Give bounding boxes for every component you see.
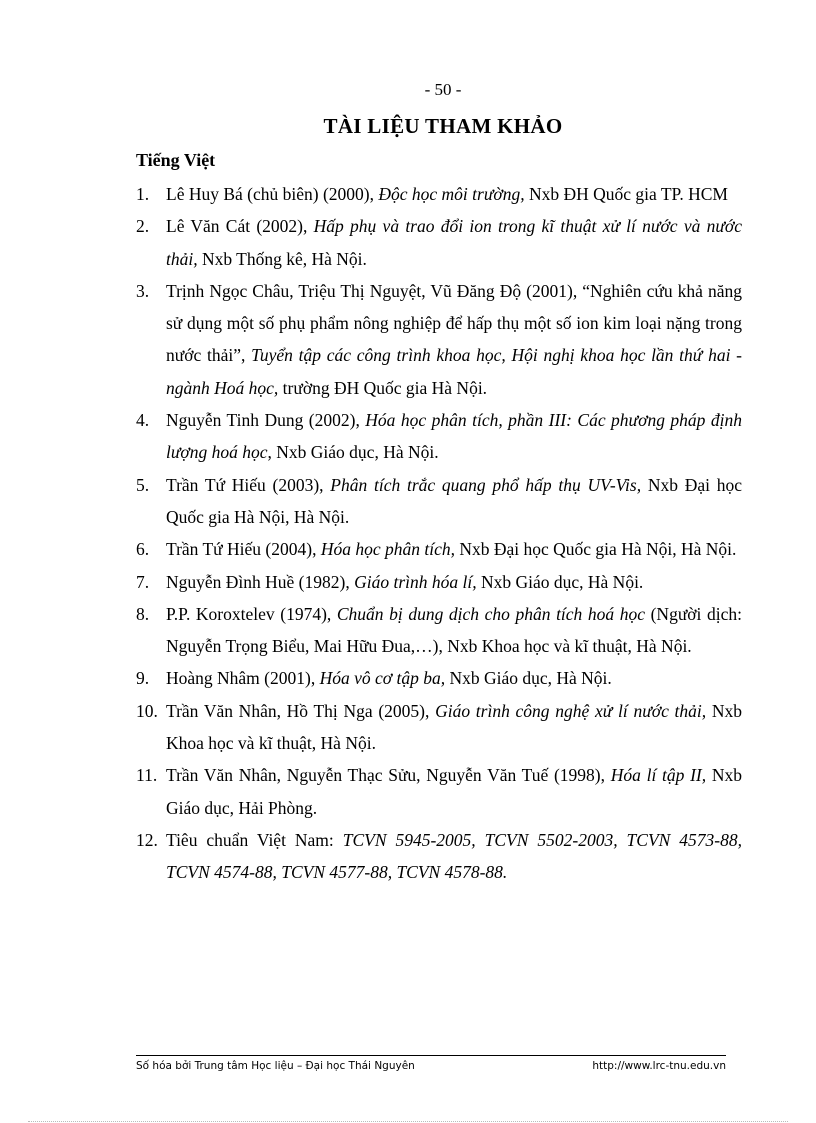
page-edge-divider bbox=[28, 1121, 788, 1122]
footer-source: Số hóa bởi Trung tâm Học liệu – Đại học Thái Nguyên bbox=[136, 1060, 415, 1072]
reference-detail: (Người dịch: Nguyễn Trọng Biểu, Mai Hữu Đua,…), Nxb Khoa học và kĩ thuật, Hà Nội. bbox=[166, 603, 742, 657]
reference-item bbox=[136, 210, 742, 275]
reference-detail: Nxb ĐH Quốc gia TP. HCM bbox=[524, 184, 728, 204]
reference-item bbox=[136, 178, 742, 210]
reference-detail: Trần Văn Nhân, Hồ Thị Nga (2005), bbox=[166, 700, 436, 721]
reference-detail: Nxb Giáo dục, Hà Nội. bbox=[445, 668, 612, 689]
reference-title: Giáo trình hóa lí, bbox=[354, 571, 477, 592]
reference-number: 3. bbox=[136, 280, 150, 301]
reference-title: Hóa vô cơ tập ba, bbox=[319, 668, 446, 689]
reference-text bbox=[166, 701, 742, 753]
reference-detail: , Nxb Giáo dục, Hà Nội. bbox=[267, 442, 439, 463]
reference-item bbox=[136, 662, 742, 694]
reference-text bbox=[166, 216, 742, 268]
reference-detail: Trịnh Ngọc Châu, Triệu Thị Nguyệt, Vũ Đăng Độ (2001), “Nghiên cứu khả năng sử dụng một số phụ phẩm nông nghiệp để hấp thụ một số ion kim loại nặng trong nước thải”, bbox=[166, 280, 742, 366]
reference-detail: Nxb Đại học Quốc gia Hà Nội, Hà Nội. bbox=[454, 539, 737, 560]
footer-url: http://www.lrc-tnu.edu.vn bbox=[592, 1060, 726, 1072]
reference-detail: Nxb Thống kê, Hà Nội. bbox=[197, 248, 367, 269]
reference-text bbox=[166, 539, 736, 559]
reference-detail: Trần Tứ Hiếu (2004), bbox=[166, 539, 321, 560]
reference-detail: Hoàng Nhâm (2001), bbox=[166, 668, 320, 689]
reference-title: Chuẩn bị dung dịch cho phân tích hoá học bbox=[336, 603, 646, 624]
reference-detail: Nxb Khoa học và kĩ thuật, Hà Nội. bbox=[166, 700, 743, 754]
reference-detail: Trần Tứ Hiếu (2003), bbox=[166, 474, 331, 495]
reference-text bbox=[166, 410, 742, 462]
reference-title: Hấp phụ và trao đổi ion trong kĩ thuật xử lí nước và nước thải, bbox=[166, 216, 742, 269]
reference-number: 5. bbox=[136, 474, 150, 495]
reference-title: Phân tích trắc quang phổ hấp thụ UV-Vis, bbox=[330, 474, 642, 495]
reference-item bbox=[136, 824, 742, 889]
reference-text bbox=[166, 668, 612, 688]
reference-item bbox=[136, 598, 742, 663]
reference-number: 6. bbox=[136, 539, 150, 560]
reference-number: 9. bbox=[136, 668, 150, 689]
reference-number: 8. bbox=[136, 603, 150, 624]
reference-item bbox=[136, 759, 742, 824]
reference-item bbox=[136, 533, 742, 565]
reference-text bbox=[166, 604, 742, 656]
reference-title: Hóa học phân tích, phần III: Các phương pháp định lượng hoá học bbox=[166, 410, 742, 463]
reference-detail: Tiêu chuẩn Việt Nam: bbox=[166, 829, 343, 850]
reference-text bbox=[166, 572, 643, 592]
reference-number: 10. bbox=[136, 700, 158, 721]
reference-item bbox=[136, 566, 742, 598]
reference-number: 12. bbox=[136, 829, 158, 850]
reference-title: TCVN 5945-2005, TCVN 5502-2003, TCVN 4573-88, TCVN 4574-88, TCVN 4577-88, TCVN 4578-88. bbox=[166, 829, 742, 883]
reference-item bbox=[136, 275, 742, 404]
reference-number: 11. bbox=[136, 765, 158, 786]
reference-text bbox=[166, 281, 742, 398]
section-heading: Tiếng Việt bbox=[136, 150, 216, 170]
reference-number: 1. bbox=[136, 184, 150, 204]
reference-detail: Nxb Đại học Quốc gia Hà Nội, Hà Nội. bbox=[166, 474, 742, 527]
reference-detail: Lê Huy Bá (chủ biên) (2000), bbox=[166, 184, 379, 204]
reference-number: 2. bbox=[136, 216, 150, 237]
reference-text bbox=[166, 475, 742, 527]
reference-title: Độc học môi trường, bbox=[378, 184, 525, 204]
reference-detail: Trần Văn Nhân, Nguyễn Thạc Sửu, Nguyễn Văn Tuế (1998), bbox=[166, 765, 611, 786]
reference-detail: Lê Văn Cát (2002), bbox=[166, 216, 314, 237]
reference-item bbox=[136, 469, 742, 534]
reference-detail: P.P. Koroxtelev (1974), bbox=[166, 603, 337, 624]
page-number: - 50 - bbox=[424, 80, 462, 99]
reference-text bbox=[166, 830, 742, 882]
reference-title: Tuyển tập các công trình khoa học, Hội nghị khoa học lần thứ hai - ngành Hoá học, bbox=[166, 345, 743, 398]
reference-number: 7. bbox=[136, 571, 150, 592]
reference-detail: Nguyễn Tinh Dung (2002), bbox=[166, 410, 366, 431]
reference-text bbox=[166, 765, 742, 817]
page-title: TÀI LIỆU THAM KHẢO bbox=[323, 114, 563, 138]
reference-number: 4. bbox=[136, 410, 150, 431]
reference-title: Hóa học phân tích, bbox=[320, 539, 455, 560]
reference-item bbox=[136, 695, 742, 760]
reference-detail: Nxb Giáo dục, Hà Nội. bbox=[476, 571, 644, 592]
reference-detail: Nxb Giáo dục, Hải Phòng. bbox=[166, 765, 742, 818]
reference-title: Giáo trình công nghệ xử lí nước thải, bbox=[435, 700, 707, 721]
reference-detail: trường ĐH Quốc gia Hà Nội. bbox=[278, 377, 488, 398]
footer-divider bbox=[136, 1055, 726, 1056]
reference-text bbox=[166, 184, 728, 204]
reference-detail: Nguyễn Đình Huề (1982), bbox=[166, 571, 355, 592]
reference-item bbox=[136, 404, 742, 469]
reference-list bbox=[136, 178, 742, 889]
reference-title: Hóa lí tập II, bbox=[610, 765, 707, 786]
